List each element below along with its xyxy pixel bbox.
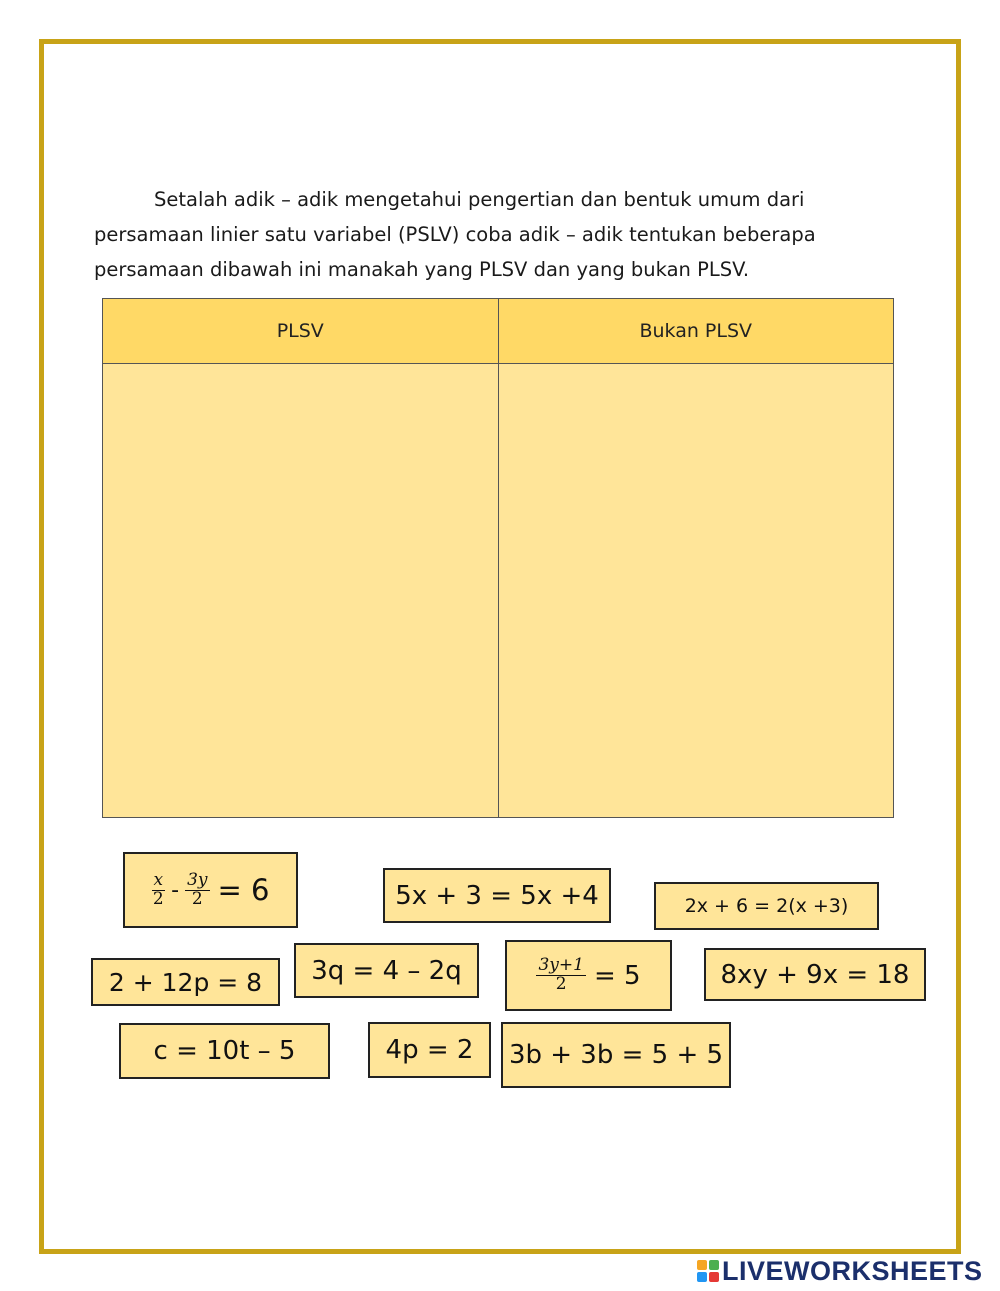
equation-rhs: = 5 (593, 960, 641, 991)
fraction-3y-over-2 (185, 869, 209, 909)
fraction-numerator: x (153, 869, 164, 890)
plsv-column-header: PLSV (103, 299, 498, 364)
plsv-column (103, 299, 498, 817)
equation-card-fraction-x-3y[interactable] (123, 852, 298, 928)
fraction-numerator: 3y (187, 869, 208, 890)
bukan-plsv-column (498, 299, 894, 817)
fraction-denominator: 2 (555, 974, 567, 994)
minus-sign: - (171, 877, 180, 903)
bukan-plsv-drop-zone[interactable] (499, 364, 894, 817)
bukan-plsv-column-header: Bukan PLSV (499, 299, 894, 364)
equation-rhs: = 6 (217, 873, 270, 907)
liveworksheets-logo-icon (697, 1260, 719, 1282)
liveworksheets-brand (697, 1254, 983, 1288)
equation-card-2-12p[interactable]: 2 + 12p = 8 (91, 958, 280, 1006)
instruction-text (94, 182, 884, 287)
equation-card-fraction-3y-plus-1[interactable] (505, 940, 672, 1011)
fraction-3y-plus-1-over-2 (536, 957, 585, 994)
fraction-numerator: 3y+1 (538, 955, 584, 976)
sorting-table (102, 298, 894, 818)
fraction-denominator: 2 (152, 888, 164, 909)
fraction-x-over-2 (152, 869, 166, 909)
fraction-denominator: 2 (191, 888, 203, 909)
instruction-line-2: persamaan linier satu variabel (PSLV) coba adik – adik tentukan beberapa (94, 223, 816, 246)
equation-card-8xy[interactable]: 8xy + 9x = 18 (704, 948, 926, 1001)
equation-card-4p[interactable]: 4p = 2 (368, 1022, 491, 1078)
instruction-line-1: Setalah adik – adik mengetahui pengertian dan bentuk umum dari (154, 188, 805, 211)
plsv-drop-zone[interactable] (103, 364, 498, 817)
equation-card-3q[interactable]: 3q = 4 – 2q (294, 943, 479, 998)
equation-card-5x-3[interactable]: 5x + 3 = 5x +4 (383, 868, 611, 923)
equation-card-3b[interactable]: 3b + 3b = 5 + 5 (501, 1022, 731, 1088)
equation-card-2x-6[interactable]: 2x + 6 = 2(x +3) (654, 882, 879, 930)
equation-card-c-10t[interactable]: c = 10t – 5 (119, 1023, 330, 1079)
instruction-line-3: persamaan dibawah ini manakah yang PLSV dan yang bukan PLSV. (94, 258, 750, 281)
brand-name: LIVEWORKSHEETS (722, 1255, 983, 1286)
